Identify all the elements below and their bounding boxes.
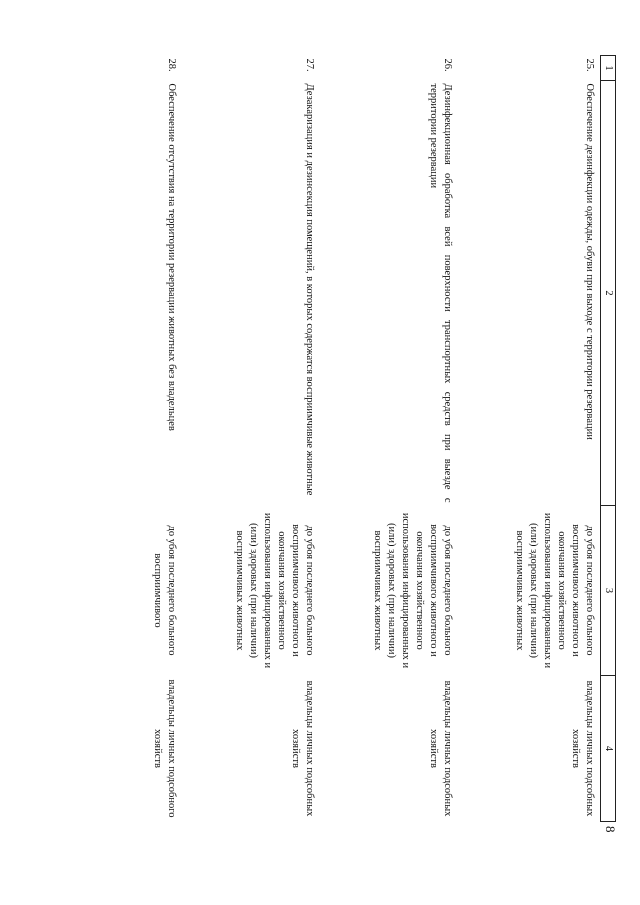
header-cell-1: 1: [601, 56, 616, 81]
period-text: до убоя последнего больного восприимчивого животного и окончания хозяйственного использования инфицированных и (или) здоровых (при наличии) восприимчивых животных: [514, 512, 595, 669]
responsible-text: владельцы личных подсобных хозяйств: [290, 680, 316, 817]
period-text: до убоя последнего больного восприимчивого животного и окончания хозяйственного использования инфицированных и (или) здоровых (при наличии) восприимчивых животных: [234, 512, 316, 669]
period-text: до убоя последнего больного восприимчивого животного и окончания хозяйственного использования инфицированных и (или) здоровых (при наличии) восприимчивых животных: [372, 512, 454, 669]
header-cell-4: 4: [601, 676, 616, 822]
period-text: до убоя последнего больного восприимчивого: [152, 525, 178, 656]
header-cell-2: 2: [601, 81, 616, 506]
table-row: [321, 56, 459, 822]
row-number: 27.: [304, 58, 316, 72]
measure-text: Дезакаризация и дезинсекция помещений, в которых содержатся восприимчивые животные: [304, 83, 316, 496]
row-number: 25.: [584, 58, 595, 72]
table-row: [123, 56, 183, 822]
row-number: 26.: [442, 58, 454, 72]
measure-text: Обеспечение дезинфекции одежды, обуви при выходе с территории резервации: [584, 83, 595, 440]
table-header-row: [601, 56, 616, 822]
responsible-text: владельцы личных подсобных хозяйств: [570, 680, 595, 817]
table-row: [183, 56, 321, 822]
measures-table: [123, 55, 617, 822]
measure-text: Обеспечение отсутствия на территории резервации животных без владельцев: [166, 83, 178, 431]
responsible-text: владельцы личных подсобного хозяйств: [152, 679, 178, 818]
responsible-text: владельцы личных подсобных хозяйств: [428, 680, 454, 817]
page-number: 8: [603, 826, 618, 833]
table-row: [459, 56, 601, 822]
measure-text: Дезинфекционная обработка всей поверхности транспортных средств при выезде с территории резервации: [428, 83, 454, 503]
header-cell-3: 3: [601, 506, 616, 676]
row-number: 28.: [166, 58, 178, 72]
